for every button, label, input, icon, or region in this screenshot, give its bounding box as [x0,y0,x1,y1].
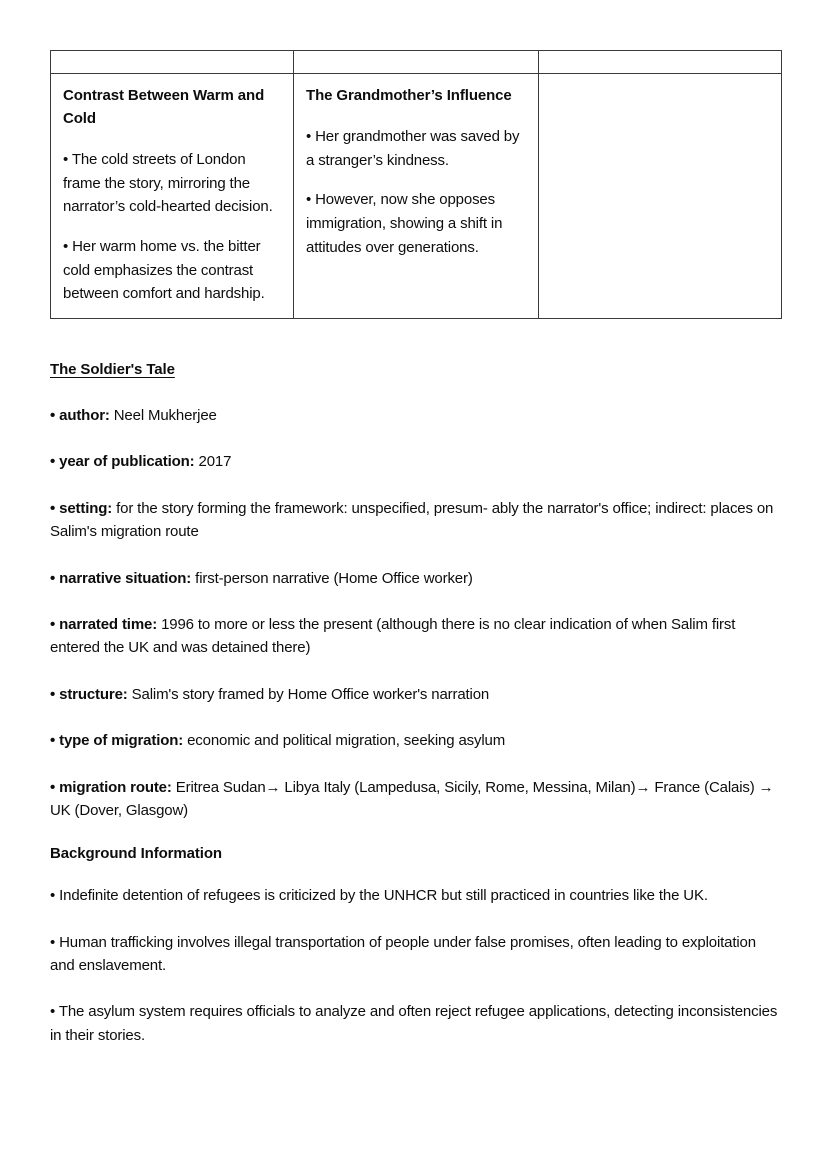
field-setting [50,497,778,544]
table-header-cell-2 [294,51,539,74]
field-value: for the story forming the framework: unspecified, presum- ably the narrator's office; indirect: places on Salim's migration route [50,499,774,541]
themes-table [50,50,782,319]
field-label: • type of migration: [50,732,184,750]
table-cell-contrast-warm-cold [51,74,294,319]
cell-bullet: • However, now she opposes immigration, showing a shift in attitudes over generations. [306,191,503,256]
field-value: Eritrea Sudan→ Libya Italy (Lampedusa, Sicily, Rome, Messina, Milan)→ France (Calais) → UK (Dover, Glasgow) [50,778,774,819]
background-information-heading: Background Information [50,845,222,863]
document-body [50,361,778,1047]
field-type-of-migration [50,729,778,752]
story-title: The Soldier's Tale [50,361,175,378]
table-cell-grandmothers-influence [294,74,539,319]
background-bullet-asylum-system: • The asylum system requires officials to analyze and often reject refugee applications, detecting inconsistencies in their stories. [50,1003,778,1044]
background-bullet-detention: • Indefinite detention of refugees is criticized by the UNHCR but still practiced in countries like the UK. [50,887,708,905]
table-header-cell-3 [539,51,782,74]
field-label: • narrative situation: [50,569,192,587]
field-label: • year of publication: [50,453,195,471]
field-value: first-person narrative (Home Office worker) [191,569,473,587]
field-value: Salim's story framed by Home Office worker's narration [127,685,490,703]
field-year-of-publication [50,450,778,473]
field-label: • author: [50,407,110,424]
field-value: 2017 [194,453,232,471]
field-label: • narrated time: [50,615,158,633]
field-value: Neel Mukherjee [109,407,217,424]
field-label: • setting: [50,499,113,517]
field-value: 1996 to more or less the present (although there is no clear indication of when Salim first entered the UK and was detained there) [50,615,736,657]
table-header-row [51,51,782,74]
field-structure [50,683,778,706]
field-narrative-situation [50,567,778,590]
cell-title: Contrast Between Warm and Cold [63,87,265,127]
table-header-cell-1 [51,51,294,74]
field-label: • migration route: [50,778,172,796]
background-bullet-trafficking: • Human trafficking involves illegal transportation of people under false promises, often leading to exploitation and enslavement. [50,933,756,975]
field-migration-route [50,776,778,823]
field-value: economic and political migration, seeking asylum [183,732,506,750]
cell-bullet: • Her grandmother was saved by a stranger’s kindness. [306,127,520,169]
field-author [50,404,778,427]
cell-bullet: • The cold streets of London frame the story, mirroring the narrator’s cold-hearted decision. [63,150,273,216]
field-label: • structure: [50,685,128,703]
table-row [51,74,782,319]
table-cell-empty [539,74,782,319]
cell-bullet: • Her warm home vs. the bitter cold emphasizes the contrast between comfort and hardship. [63,237,265,303]
field-narrated-time [50,613,778,660]
cell-title: The Grandmother’s Influence [306,87,512,104]
